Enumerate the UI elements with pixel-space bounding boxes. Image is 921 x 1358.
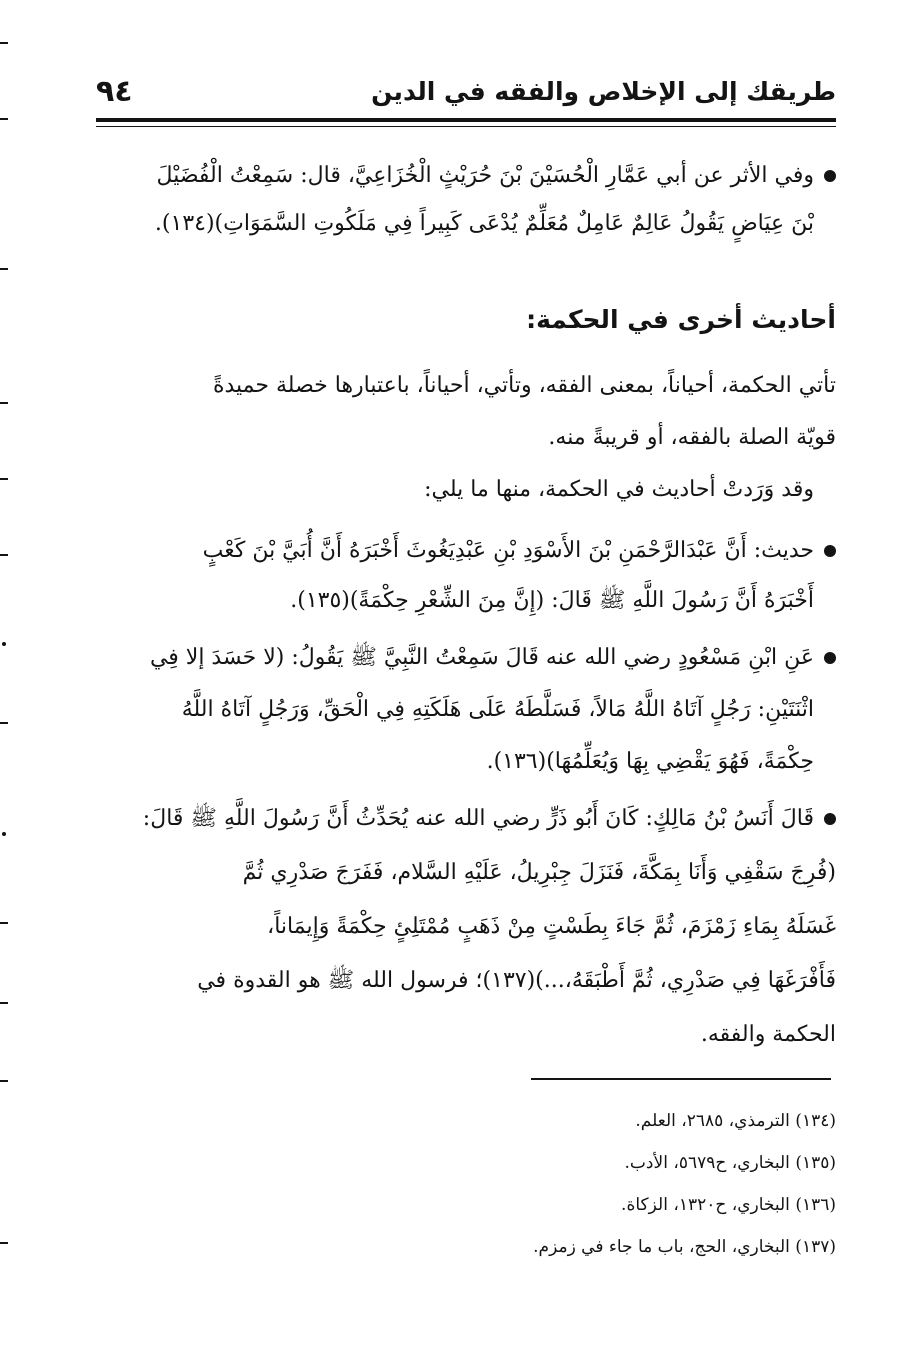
- header-rule-thin: [96, 126, 836, 127]
- margin-mark: [2, 832, 6, 836]
- intro-line-3: وقد وَرَدتْ أحاديث في الحكمة، منها ما يلي:: [424, 477, 814, 502]
- hadith-3: [96, 792, 836, 1062]
- hadith-1-line-2: أَخْبَرَهُ أَنَّ رَسُولَ اللَّهِ ﷺ قَالَ: (إِنَّ مِنَ الشِّعْرِ حِكْمَةً)(١٣٥).: [290, 588, 814, 613]
- margin-mark: [0, 268, 8, 270]
- page-number: ٩٤: [96, 74, 133, 109]
- hadith-3-line-3: غَسَلَهُ بِمَاءِ زَمْزَمَ، ثُمَّ جَاءَ بِطَسْتٍ مِنْ ذَهَبٍ مُمْتَلِئٍ حِكْمَةً وَإِيمَاناً،: [267, 914, 836, 939]
- hadith-3-line-5: الحكمة والفقه.: [700, 1022, 836, 1047]
- hadith-2-line-3: حِكْمَةً، فَهُوَ يَقْضِي بِهَا وَيُعَلِّمُهَا)(١٣٦).: [486, 749, 814, 774]
- bullet-icon: [824, 813, 836, 825]
- hadith-3-line-4: فَأَفْرَغَهَا فِي صَدْرِي، ثُمَّ أَطْبَقَهُ،...)(١٣٧)؛ فرسول الله ﷺ هو القدوة في: [197, 968, 836, 993]
- hadith-2-line-2: اثْنَتَيْنِ: رَجُلٍ آتَاهُ اللَّهُ مَالاً، فَسَلَّطَهُ عَلَى هَلَكَتِهِ فِي الْحَقِّ، وَرَجُلٍ آتَاهُ اللَّهُ: [181, 697, 814, 722]
- footnote-134: (١٣٤) الترمذي، ٢٦٨٥، العلم.: [635, 1111, 836, 1131]
- bullet-icon: [824, 545, 836, 557]
- intro-line-2: قويّة الصلة بالفقه، أو قريبةً منه.: [548, 425, 836, 450]
- athar-paragraph: [96, 152, 836, 248]
- margin-mark: [2, 642, 6, 646]
- intro-paragraph: [96, 360, 836, 516]
- hadith-3-line-1: قَالَ أَنَسُ بْنُ مَالِكٍ: كَانَ أَبُو ذَرٍّ رضي الله عنه يُحَدِّثُ أَنَّ رَسُولَ اللَّهِ ﷺ قَالَ:: [96, 792, 836, 846]
- intro-line-1: تأتي الحكمة، أحياناً، بمعنى الفقه، وتأتي، أحياناً، باعتبارها خصلة حميدةً: [212, 373, 836, 398]
- bullet-icon: [824, 170, 836, 182]
- footnote-rule: [531, 1078, 831, 1080]
- margin-mark: [0, 722, 8, 724]
- hadith-2-line-1: عَنِ ابْنِ مَسْعُودٍ رضي الله عنه قَالَ سَمِعْتُ النَّبِيَّ ﷺ يَقُولُ: (لا حَسَدَ إلا فِي: [96, 632, 836, 684]
- hadith-2: [96, 632, 836, 788]
- margin-mark: [0, 1002, 8, 1004]
- footnote-137: (١٣٧) البخاري، الحج، باب ما جاء في زمزم.: [533, 1237, 836, 1257]
- running-header: [96, 72, 836, 112]
- hadith-1: [96, 526, 836, 626]
- header-rule-thick: [96, 118, 836, 122]
- book-title: طريقك إلى الإخلاص والفقه في الدين: [371, 77, 836, 106]
- footnote-136: (١٣٦) البخاري، ح١٣٢٠، الزكاة.: [621, 1195, 836, 1215]
- hadith-3-line-2: (فُرِجَ سَقْفِي وَأَنَا بِمَكَّةَ، فَنَزَلَ جِبْرِيلُ، عَلَيْهِ السَّلام، فَفَرَجَ صَدْرِي ثُمَّ: [242, 860, 836, 885]
- margin-mark: [0, 1242, 8, 1244]
- bullet-icon: [824, 652, 836, 664]
- margin-mark: [0, 118, 8, 120]
- section-heading: أحاديث أخرى في الحكمة:: [526, 305, 836, 334]
- footnote-135: (١٣٥) البخاري، ح٥٦٧٩، الأدب.: [624, 1153, 836, 1173]
- margin-mark: [0, 42, 8, 44]
- athar-line-1: وفي الأثر عن أبي عَمَّارِ الْحُسَيْنَ بْنَ حُرَيْثٍ الْخُزَاعِيَّ، قال: سَمِعْتُ الْفُضَيْلَ: [96, 152, 836, 200]
- margin-mark: [0, 922, 8, 924]
- margin-mark: [0, 478, 8, 480]
- athar-line-2: بْنَ عِيَاضٍ يَقُولُ عَالِمٌ عَامِلٌ مُعَلِّمٌ يُدْعَى كَبِيراً فِي مَلَكُوتِ السَّمَوَاتِ)(١٣٤).: [154, 211, 814, 236]
- hadith-1-line-1: حديث: أَنَّ عَبْدَالرَّحْمَنِ بْنَ الأَسْوَدِ بْنِ عَبْدِيَغُوثَ أَخْبَرَهُ أَنَّ أُبَيَّ بْنَ كَعْبٍ: [96, 526, 836, 576]
- margin-mark: [0, 402, 8, 404]
- margin-mark: [0, 1080, 8, 1082]
- margin-mark: [0, 554, 8, 556]
